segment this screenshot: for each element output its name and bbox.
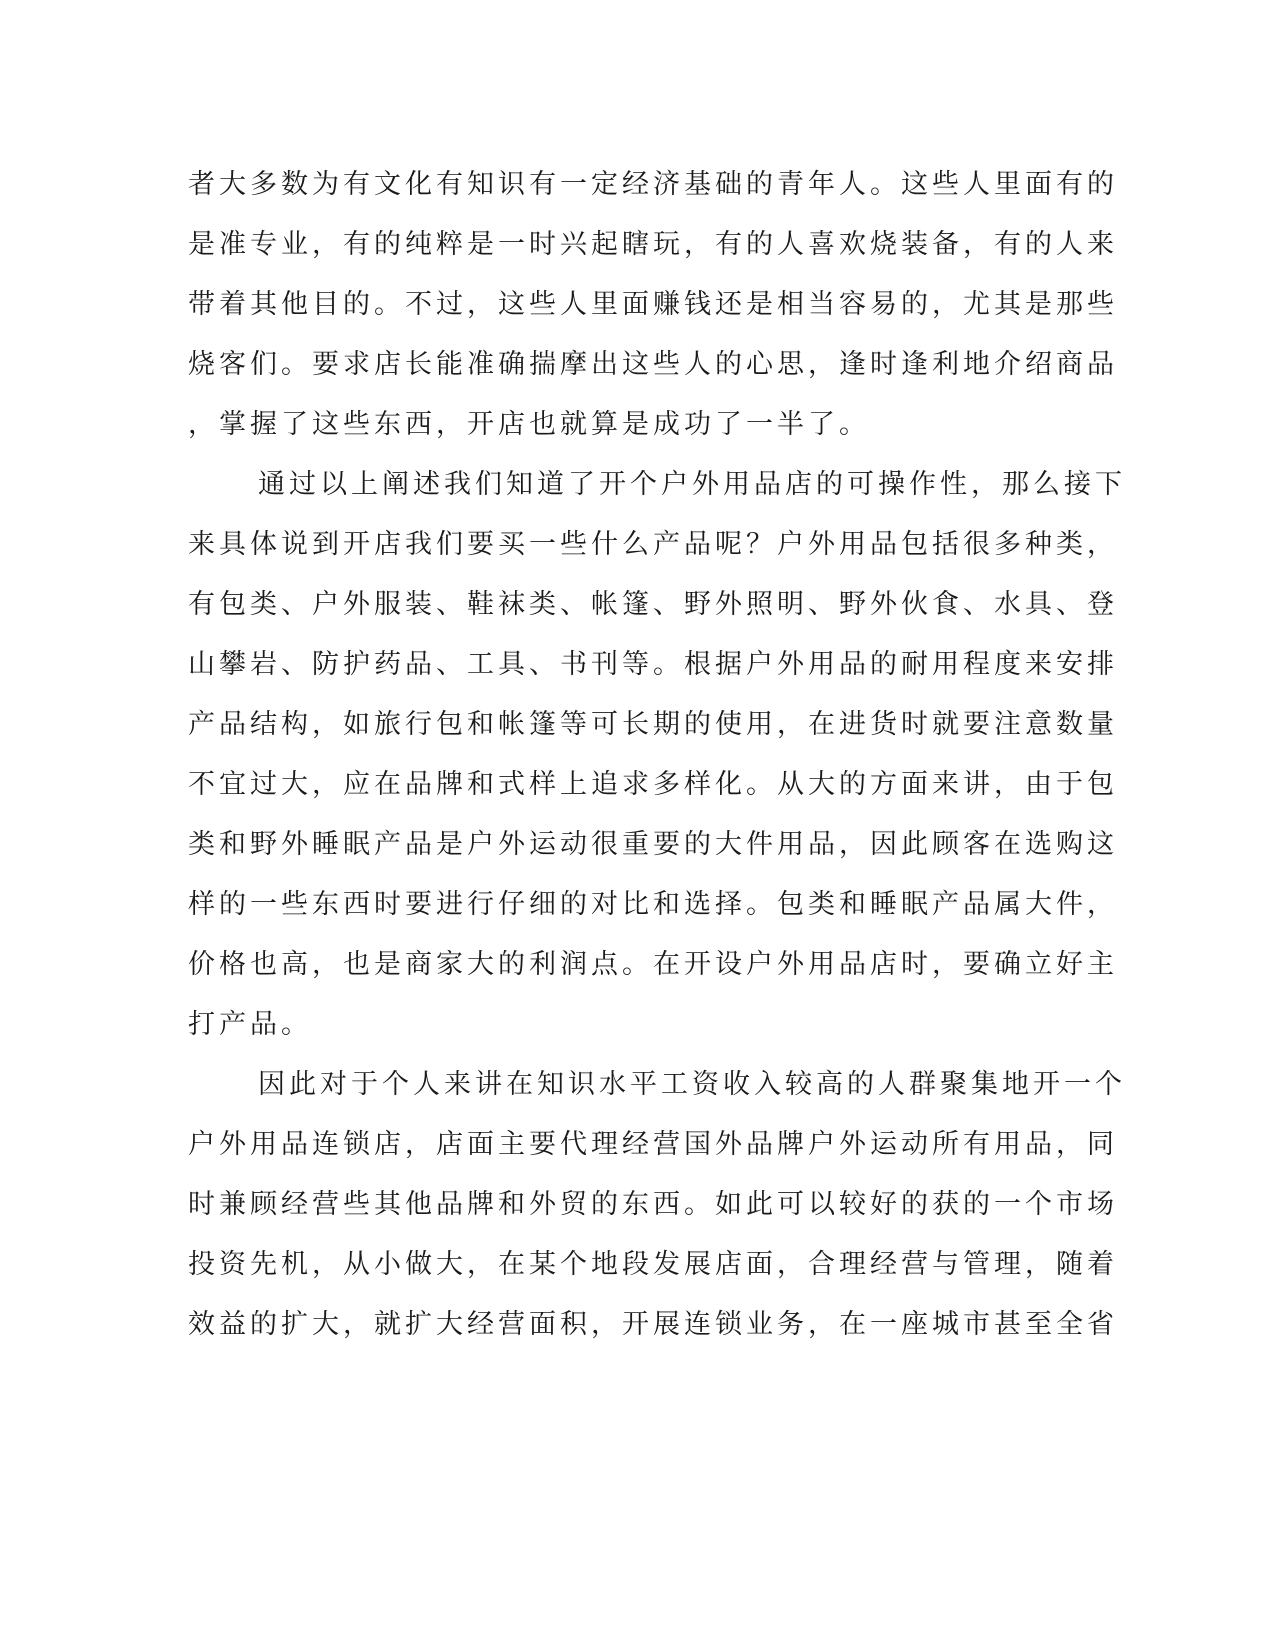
text-line: 投资先机，从小做大，在某个地段发展店面，合理经营与管理，随着	[188, 1249, 1118, 1280]
text-line: 价格也高，也是商家大的利润点。在开设户外用品店时，要确立好主	[188, 949, 1118, 980]
text-line: 打产品。	[188, 1009, 312, 1040]
text-line: 通过以上阐述我们知道了开个户外用品店的可操作性，那么接下	[258, 469, 1126, 500]
text-line: 产品结构，如旅行包和帐篷等可长期的使用，在进货时就要注意数量	[188, 709, 1118, 740]
text-line: 山攀岩、防护药品、工具、书刊等。根据户外用品的耐用程度来安排	[188, 649, 1118, 680]
document-body	[188, 155, 1126, 1355]
text-line: 是准专业，有的纯粹是一时兴起瞎玩，有的人喜欢烧装备，有的人来	[188, 229, 1118, 260]
paragraph-2	[188, 455, 1126, 1055]
text-line: 样的一些东西时要进行仔细的对比和选择。包类和睡眠产品属大件，	[188, 889, 1118, 920]
text-line: 户外用品连锁店，店面主要代理经营国外品牌户外运动所有用品，同	[188, 1129, 1118, 1160]
text-line: 不宜过大，应在品牌和式样上追求多样化。从大的方面来讲，由于包	[188, 769, 1118, 800]
text-line: 带着其他目的。不过，这些人里面赚钱还是相当容易的，尤其是那些	[188, 289, 1118, 320]
text-line: 来具体说到开店我们要买一些什么产品呢？户外用品包括很多种类，	[188, 529, 1118, 560]
text-line: 因此对于个人来讲在知识水平工资收入较高的人群聚集地开一个	[258, 1069, 1126, 1100]
text-line: 时兼顾经营些其他品牌和外贸的东西。如此可以较好的获的一个市场	[188, 1189, 1118, 1220]
text-line: 烧客们。要求店长能准确揣摩出这些人的心思，逢时逢利地介绍商品	[188, 349, 1118, 380]
text-line: 者大多数为有文化有知识有一定经济基础的青年人。这些人里面有的	[188, 169, 1118, 200]
text-line: 效益的扩大，就扩大经营面积，开展连锁业务，在一座城市甚至全省	[188, 1309, 1118, 1340]
paragraph-3	[188, 1055, 1126, 1355]
paragraph-1	[188, 155, 1118, 455]
text-line: 类和野外睡眠产品是户外运动很重要的大件用品，因此顾客在选购这	[188, 829, 1118, 860]
text-line: ，掌握了这些东西，开店也就算是成功了一半了。	[188, 409, 870, 440]
text-line: 有包类、户外服装、鞋袜类、帐篷、野外照明、野外伙食、水具、登	[188, 589, 1118, 620]
